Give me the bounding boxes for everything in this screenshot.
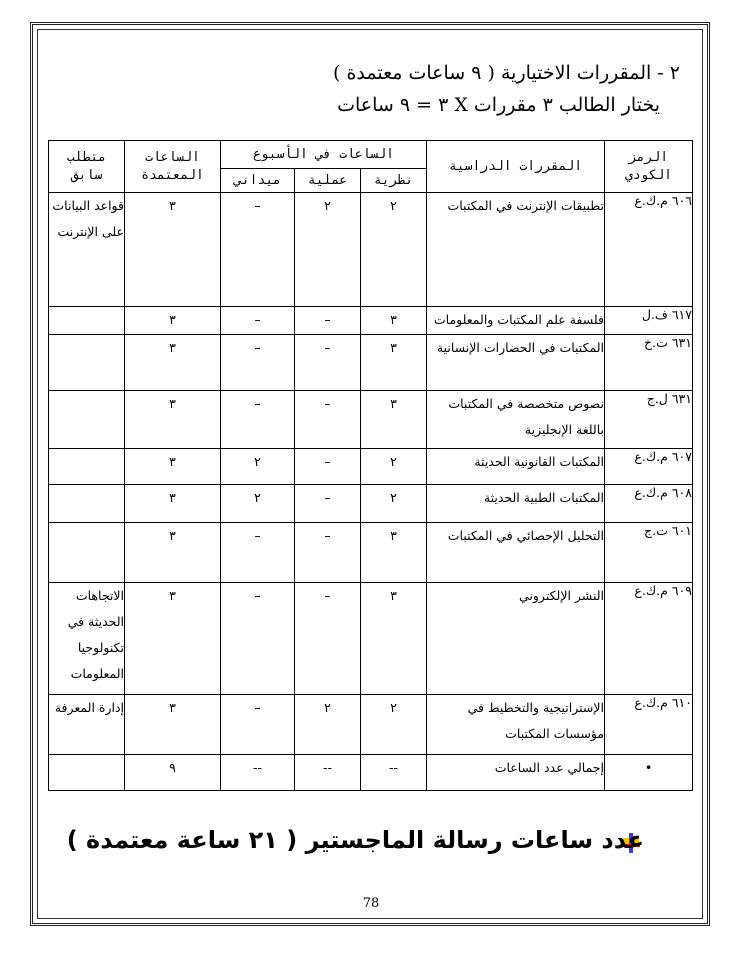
field-hours: –	[221, 523, 295, 583]
credit-hours: ٣	[125, 193, 221, 307]
practical-hours: –	[295, 449, 361, 485]
practical-hours: –	[295, 391, 361, 449]
table-row	[49, 485, 693, 523]
field-hours: –	[221, 335, 295, 391]
prerequisite: إدارة المعرفة	[49, 695, 125, 755]
theory-hours: --	[361, 755, 427, 791]
course-name: المكتبات القانونية الحديثة	[427, 449, 605, 485]
course-name: المكتبات الطبية الحديثة	[427, 485, 605, 523]
practical-hours: –	[295, 335, 361, 391]
credit-hours: ٣	[125, 583, 221, 695]
table-row	[49, 391, 693, 449]
field-hours: –	[221, 307, 295, 335]
theory-hours: ٢	[361, 193, 427, 307]
course-code: ٦٣١ ل.ج	[605, 391, 693, 449]
course-name: فلسفة علم المكتبات والمعلومات	[427, 307, 605, 335]
course-name: نصوص متخصصة في المكتبات باللغة الإنجليزية	[427, 391, 605, 449]
course-code: ٦٠٧ م.ك.ع	[605, 449, 693, 485]
credit-hours: ٣	[125, 485, 221, 523]
prerequisite	[49, 449, 125, 485]
header-prereq: متطلب سابق	[49, 141, 125, 193]
prerequisite	[49, 755, 125, 791]
course-name: المكتبات في الحضارات الإنسانية	[427, 335, 605, 391]
course-code: ٦٣١ ت.خ	[605, 335, 693, 391]
course-code: ٦٠٩ م.ك.ع	[605, 583, 693, 695]
header-code: الرمز الكودي	[605, 141, 693, 193]
prerequisite	[49, 335, 125, 391]
thesis-hours-title: عدد ساعات رسالة الماجستير ( ٢١ ساعة معتمدة )	[66, 826, 644, 854]
theory-hours: ٢	[361, 449, 427, 485]
theory-hours: ٣	[361, 307, 427, 335]
prerequisite: الاتجاهات الحديثة في تكنولوجيا المعلومات	[49, 583, 125, 695]
total-label: إجمالي عدد الساعات	[427, 755, 605, 791]
prerequisite: قواعد البيانات على الإنترنت	[49, 193, 125, 307]
credit-hours: ٣	[125, 523, 221, 583]
course-code: ٦٠٦ م.ك.ع	[605, 193, 693, 307]
header-credit-hours: الساعات المعتمدة	[125, 141, 221, 193]
header-theory: نظرية	[361, 169, 427, 193]
header-practical: عملية	[295, 169, 361, 193]
field-hours: --	[221, 755, 295, 791]
theory-hours: ٣	[361, 335, 427, 391]
course-code: ٦٠٨ م.ك.ع	[605, 485, 693, 523]
header-weekly-hours: الساعات في الأسبوع	[221, 141, 427, 169]
theory-hours: ٢	[361, 485, 427, 523]
field-hours: –	[221, 583, 295, 695]
section-heading: ٢ - المقررات الاختيارية ( ٩ ساعات معتمدة )	[333, 62, 680, 84]
practical-hours: ٢	[295, 695, 361, 755]
credit-hours: ٣	[125, 695, 221, 755]
course-name: النشر الإلكتروني	[427, 583, 605, 695]
practical-hours: --	[295, 755, 361, 791]
course-code: ٦٠١ ت.ج	[605, 523, 693, 583]
total-credit-hours: ٩	[125, 755, 221, 791]
table-row	[49, 193, 693, 307]
page-number: 78	[362, 896, 380, 911]
theory-hours: ٣	[361, 391, 427, 449]
section-subheading: يختار الطالب ٣ مقررات X ٣ = ٩ ساعات	[337, 94, 660, 116]
credit-hours: ٣	[125, 335, 221, 391]
prerequisite	[49, 485, 125, 523]
field-hours: –	[221, 695, 295, 755]
table-row-total	[49, 755, 693, 791]
theory-hours: ٢	[361, 695, 427, 755]
credit-hours: ٣	[125, 449, 221, 485]
field-hours: –	[221, 193, 295, 307]
table-row	[49, 583, 693, 695]
course-name: الإستراتيجية والتخطيط في مؤسسات المكتبات	[427, 695, 605, 755]
practical-hours: –	[295, 523, 361, 583]
table-row	[49, 449, 693, 485]
course-code: ٦١٧ ف.ل	[605, 307, 693, 335]
table-row	[49, 523, 693, 583]
table-row	[49, 695, 693, 755]
field-hours: ٢	[221, 485, 295, 523]
prerequisite	[49, 523, 125, 583]
field-hours: ٢	[221, 449, 295, 485]
header-field: ميداني	[221, 169, 295, 193]
header-course: المقررات الدراسية	[427, 141, 605, 193]
practical-hours: –	[295, 583, 361, 695]
field-hours: –	[221, 391, 295, 449]
theory-hours: ٣	[361, 523, 427, 583]
prerequisite	[49, 307, 125, 335]
credit-hours: ٣	[125, 391, 221, 449]
theory-hours: ٣	[361, 583, 427, 695]
credit-hours: ٣	[125, 307, 221, 335]
prerequisite	[49, 391, 125, 449]
course-name: تطبيقات الإنترنت في المكتبات	[427, 193, 605, 307]
table-row	[49, 307, 693, 335]
total-bullet: •	[605, 755, 693, 791]
course-name: التحليل الإحصائي في المكتبات	[427, 523, 605, 583]
practical-hours: –	[295, 485, 361, 523]
elective-courses-table	[48, 140, 693, 791]
practical-hours: ٢	[295, 193, 361, 307]
table-row	[49, 335, 693, 391]
course-code: ٦١٠ م.ك.ع	[605, 695, 693, 755]
practical-hours: –	[295, 307, 361, 335]
